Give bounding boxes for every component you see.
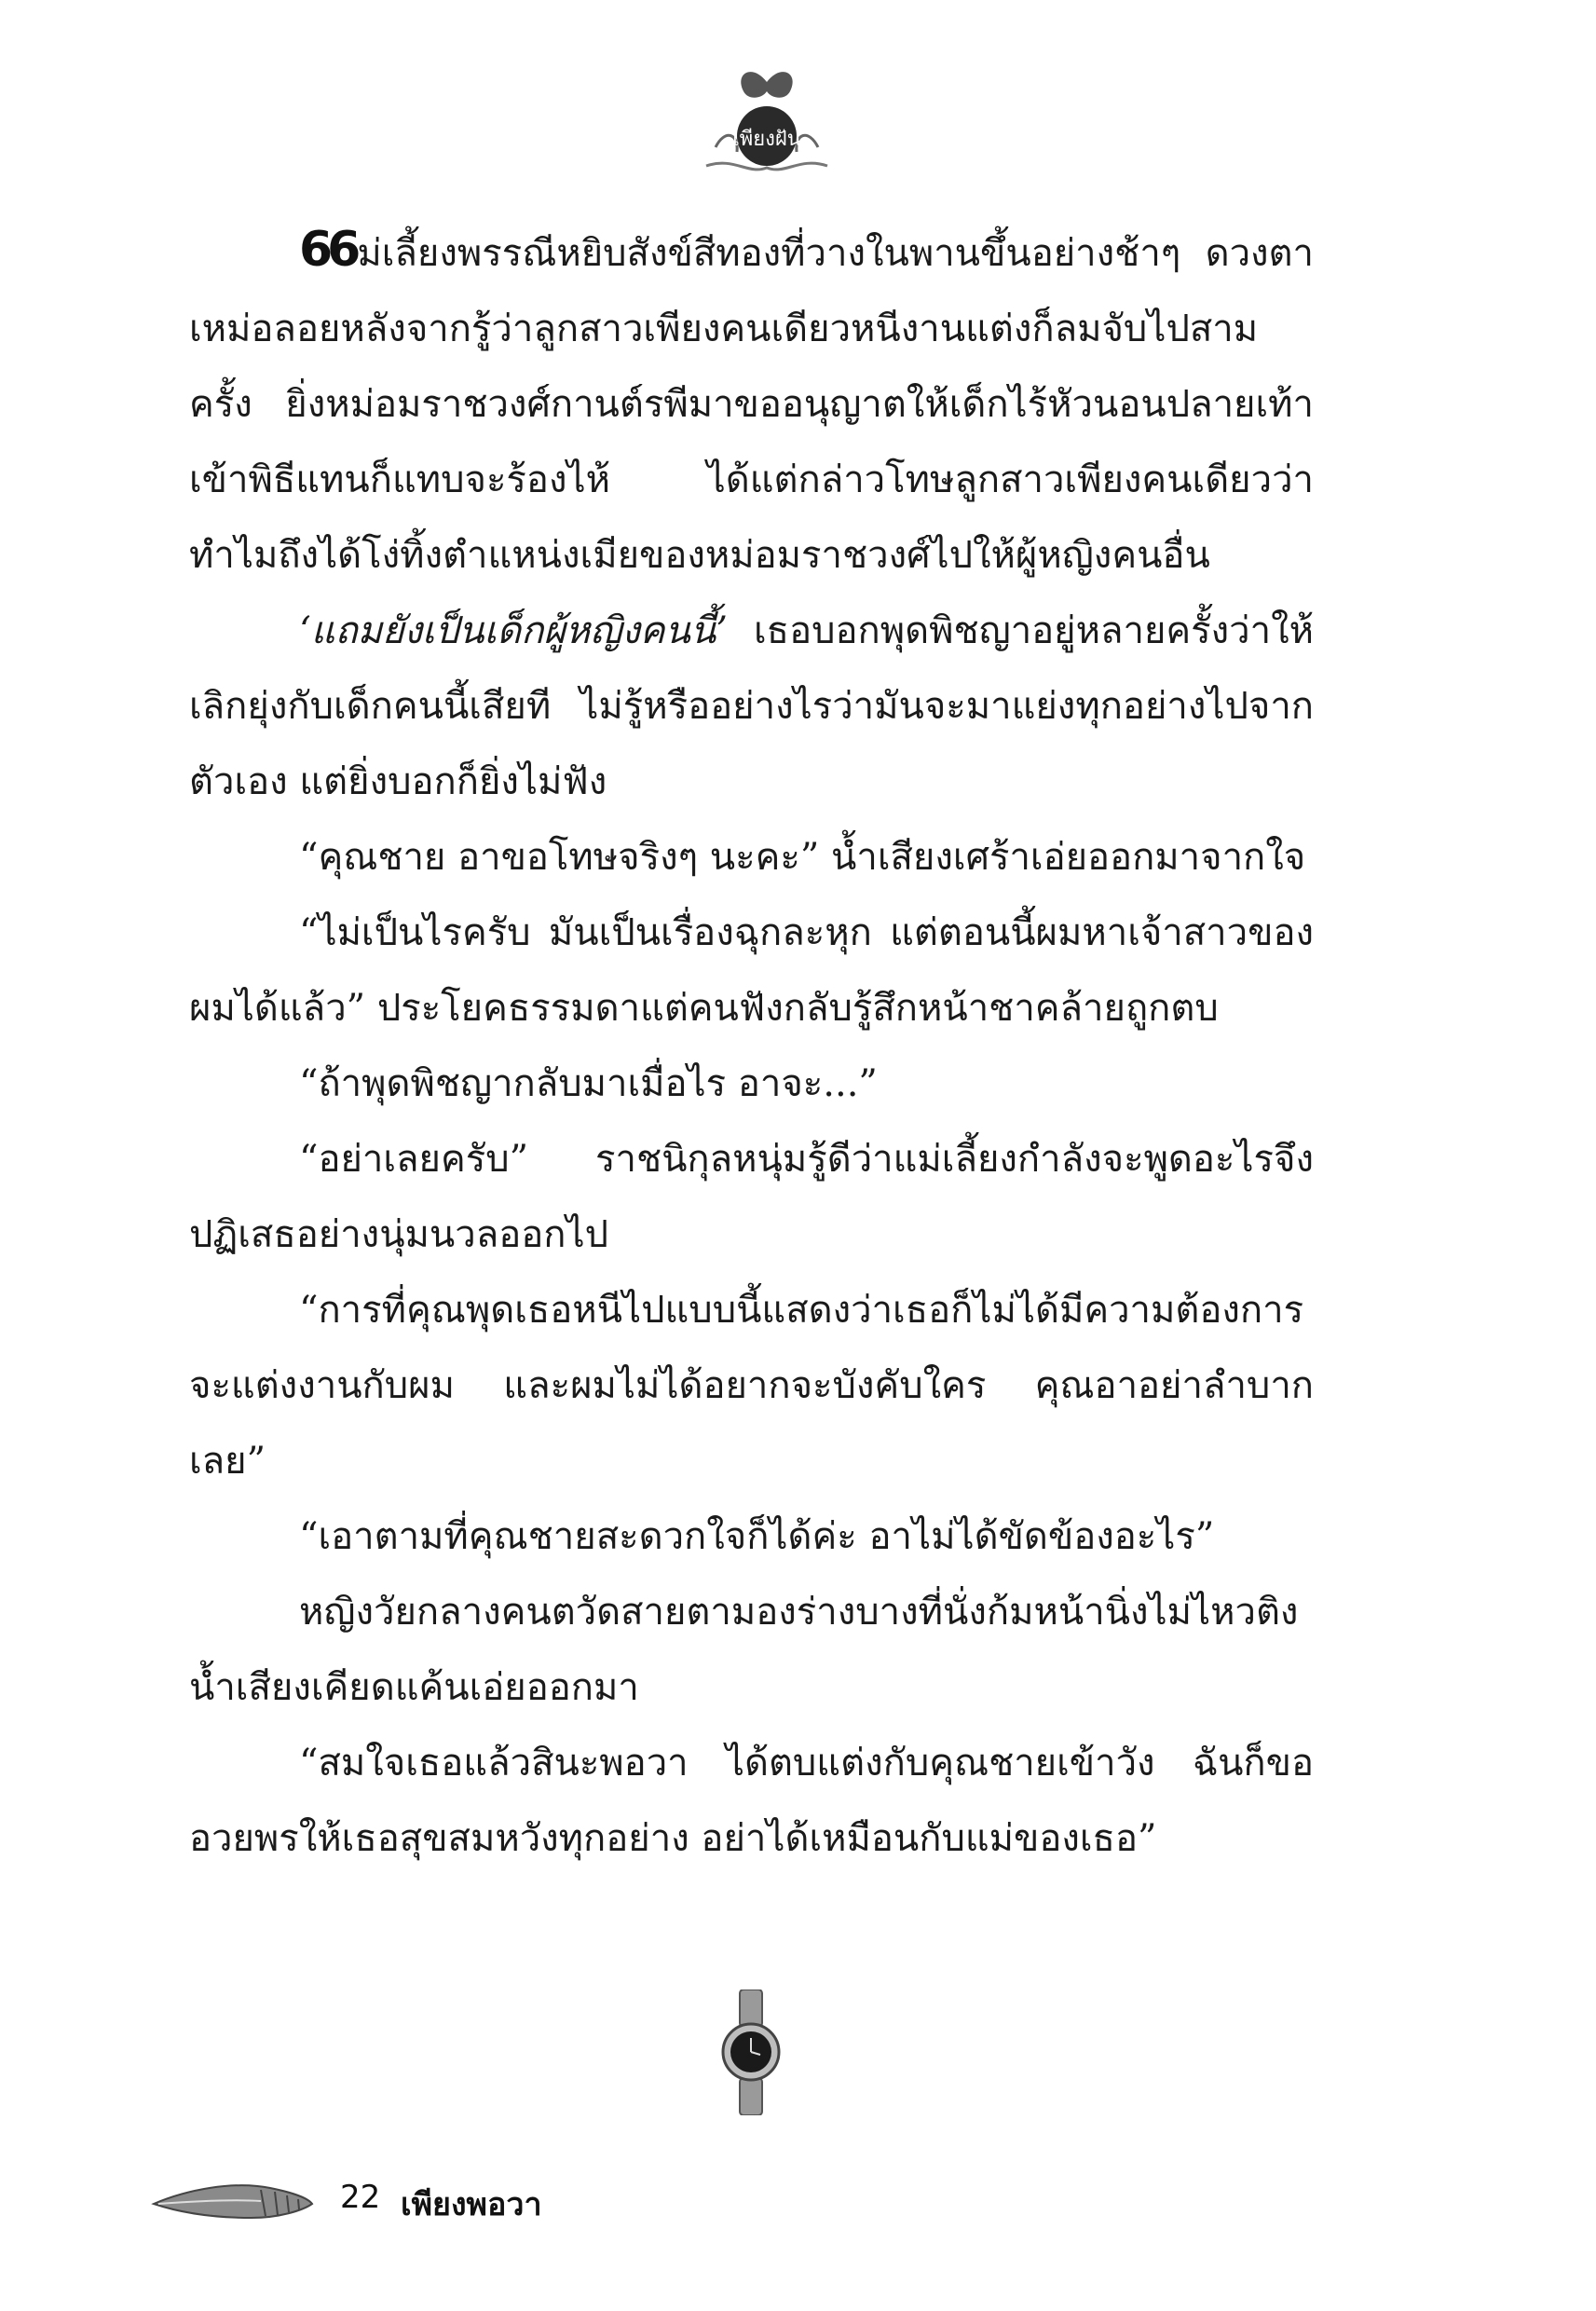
watch-ornament bbox=[717, 1990, 784, 2115]
page-number: 22 bbox=[340, 2179, 381, 2216]
book-title: เพียงพอวา bbox=[401, 2186, 542, 2223]
paragraph-text: หญิงวัยกลางคนตวัดสายตามองร่างบางที่นั่งก้มหน้านิ่งไม่ไหวติงน้ำเสียงเคียดแค้นเอ่ยออกมา bbox=[189, 1591, 1299, 1709]
paragraph-2 bbox=[189, 594, 1314, 820]
paragraph-text: “อย่าเลยครับ” ราชนิกุลหนุ่มรู้ดีว่าแม่เลี้ยงกำลังจะพูดอะไรจึงปฏิเสธอย่างนุ่มนวลออกไป bbox=[189, 1138, 1314, 1256]
paragraph-text: “ถ้าพุดพิชญากลับมาเมื่อไร อาจะ...” bbox=[299, 1062, 878, 1105]
seashell-icon bbox=[149, 2171, 317, 2227]
paragraph-7 bbox=[189, 1273, 1314, 1499]
paragraph-6 bbox=[189, 1122, 1314, 1273]
paragraph-3 bbox=[189, 820, 1314, 896]
page-footer bbox=[149, 2171, 708, 2227]
paragraph-text: “คุณชาย อาขอโทษจริงๆ นะคะ” น้ำเสียงเศร้าเอ่ยออกมาจากใจ bbox=[299, 836, 1306, 879]
shell-ornament bbox=[149, 2171, 317, 2227]
ornament-logo-icon bbox=[697, 63, 837, 194]
paragraph-9 bbox=[189, 1575, 1314, 1726]
body-text bbox=[189, 212, 1314, 1877]
paragraph-8 bbox=[189, 1499, 1314, 1575]
dropquote-mark: 66 bbox=[299, 222, 356, 278]
paragraph-1 bbox=[189, 212, 1314, 594]
paragraph-text: “เอาตามที่คุณชายสะดวกใจก็ได้ค่ะ อาไม่ได้ขัดข้องอะไร” bbox=[299, 1515, 1215, 1558]
paragraph-text: “ไม่เป็นไรครับ มันเป็นเรื่องฉุกละหุก แต่ตอนนี้ผมหาเจ้าสาวของผมได้แล้ว” ประโยคธรรมดาแต่คนฟังกลับรู้สึกหน้าชาคล้ายถูกตบ bbox=[189, 911, 1314, 1030]
paragraph-4 bbox=[189, 896, 1314, 1046]
paragraph-5 bbox=[189, 1046, 1314, 1122]
italic-thought: ‘แถมยังเป็นเด็กผู้หญิงคนนี้’ bbox=[299, 609, 728, 652]
paragraph-text: “การที่คุณพุดเธอหนีไปแบบนี้แสดงว่าเธอก็ไม่ได้มีความต้องการจะแต่งงานกับผม และผมไม่ได้อยากจะบังคับใคร คุณอาอย่าลำบากเลย” bbox=[189, 1289, 1314, 1483]
logo-text: เพียงฝัน bbox=[732, 128, 801, 151]
publisher-logo bbox=[697, 63, 837, 194]
paragraph-text: ม่เลี้ยงพรรณีหยิบสังข์สีทองที่วางในพานขึ้นอย่างช้าๆ ดวงตาเหม่อลอยหลังจากรู้ว่าลูกสาวเพียงคนเดียวหนีงานแต่งก็ลมจับไปสามครั้ง ยิ่งหม่อมราชวงศ์กานต์รพีมาขออนุญาตให้เด็กไร้หัวนอนปลายเท้าเข้าพิธีแทนก็แทบจะร้องไห้ ได้แต่กล่าวโทษลูกสาวเพียงคนเดียวว่าทำไมถึงได้โง่ทิ้งตำแหน่งเมียของหม่อมราชวงศ์ไปให้ผู้หญิงคนอื่น bbox=[189, 232, 1314, 577]
paragraph-text: เธอบอกพุดพิชญาอยู่หลายครั้งว่าให้เลิกยุ่งกับเด็กคนนี้เสียที ไม่รู้หรืออย่างไรว่ามันจะมาแย่งทุกอย่างไปจากตัวเอง แต่ยิ่งบอกก็ยิ่งไม่ฟัง bbox=[189, 609, 1314, 803]
wristwatch-icon bbox=[717, 1990, 784, 2115]
paragraph-10 bbox=[189, 1726, 1314, 1877]
paragraph-text: “สมใจเธอแล้วสินะพอวา ได้ตบแต่งกับคุณชายเข้าวัง ฉันก็ขออวยพรให้เธอสุขสมหวังทุกอย่าง อย่าได้เหมือนกับแม่ของเธอ” bbox=[189, 1742, 1314, 1860]
